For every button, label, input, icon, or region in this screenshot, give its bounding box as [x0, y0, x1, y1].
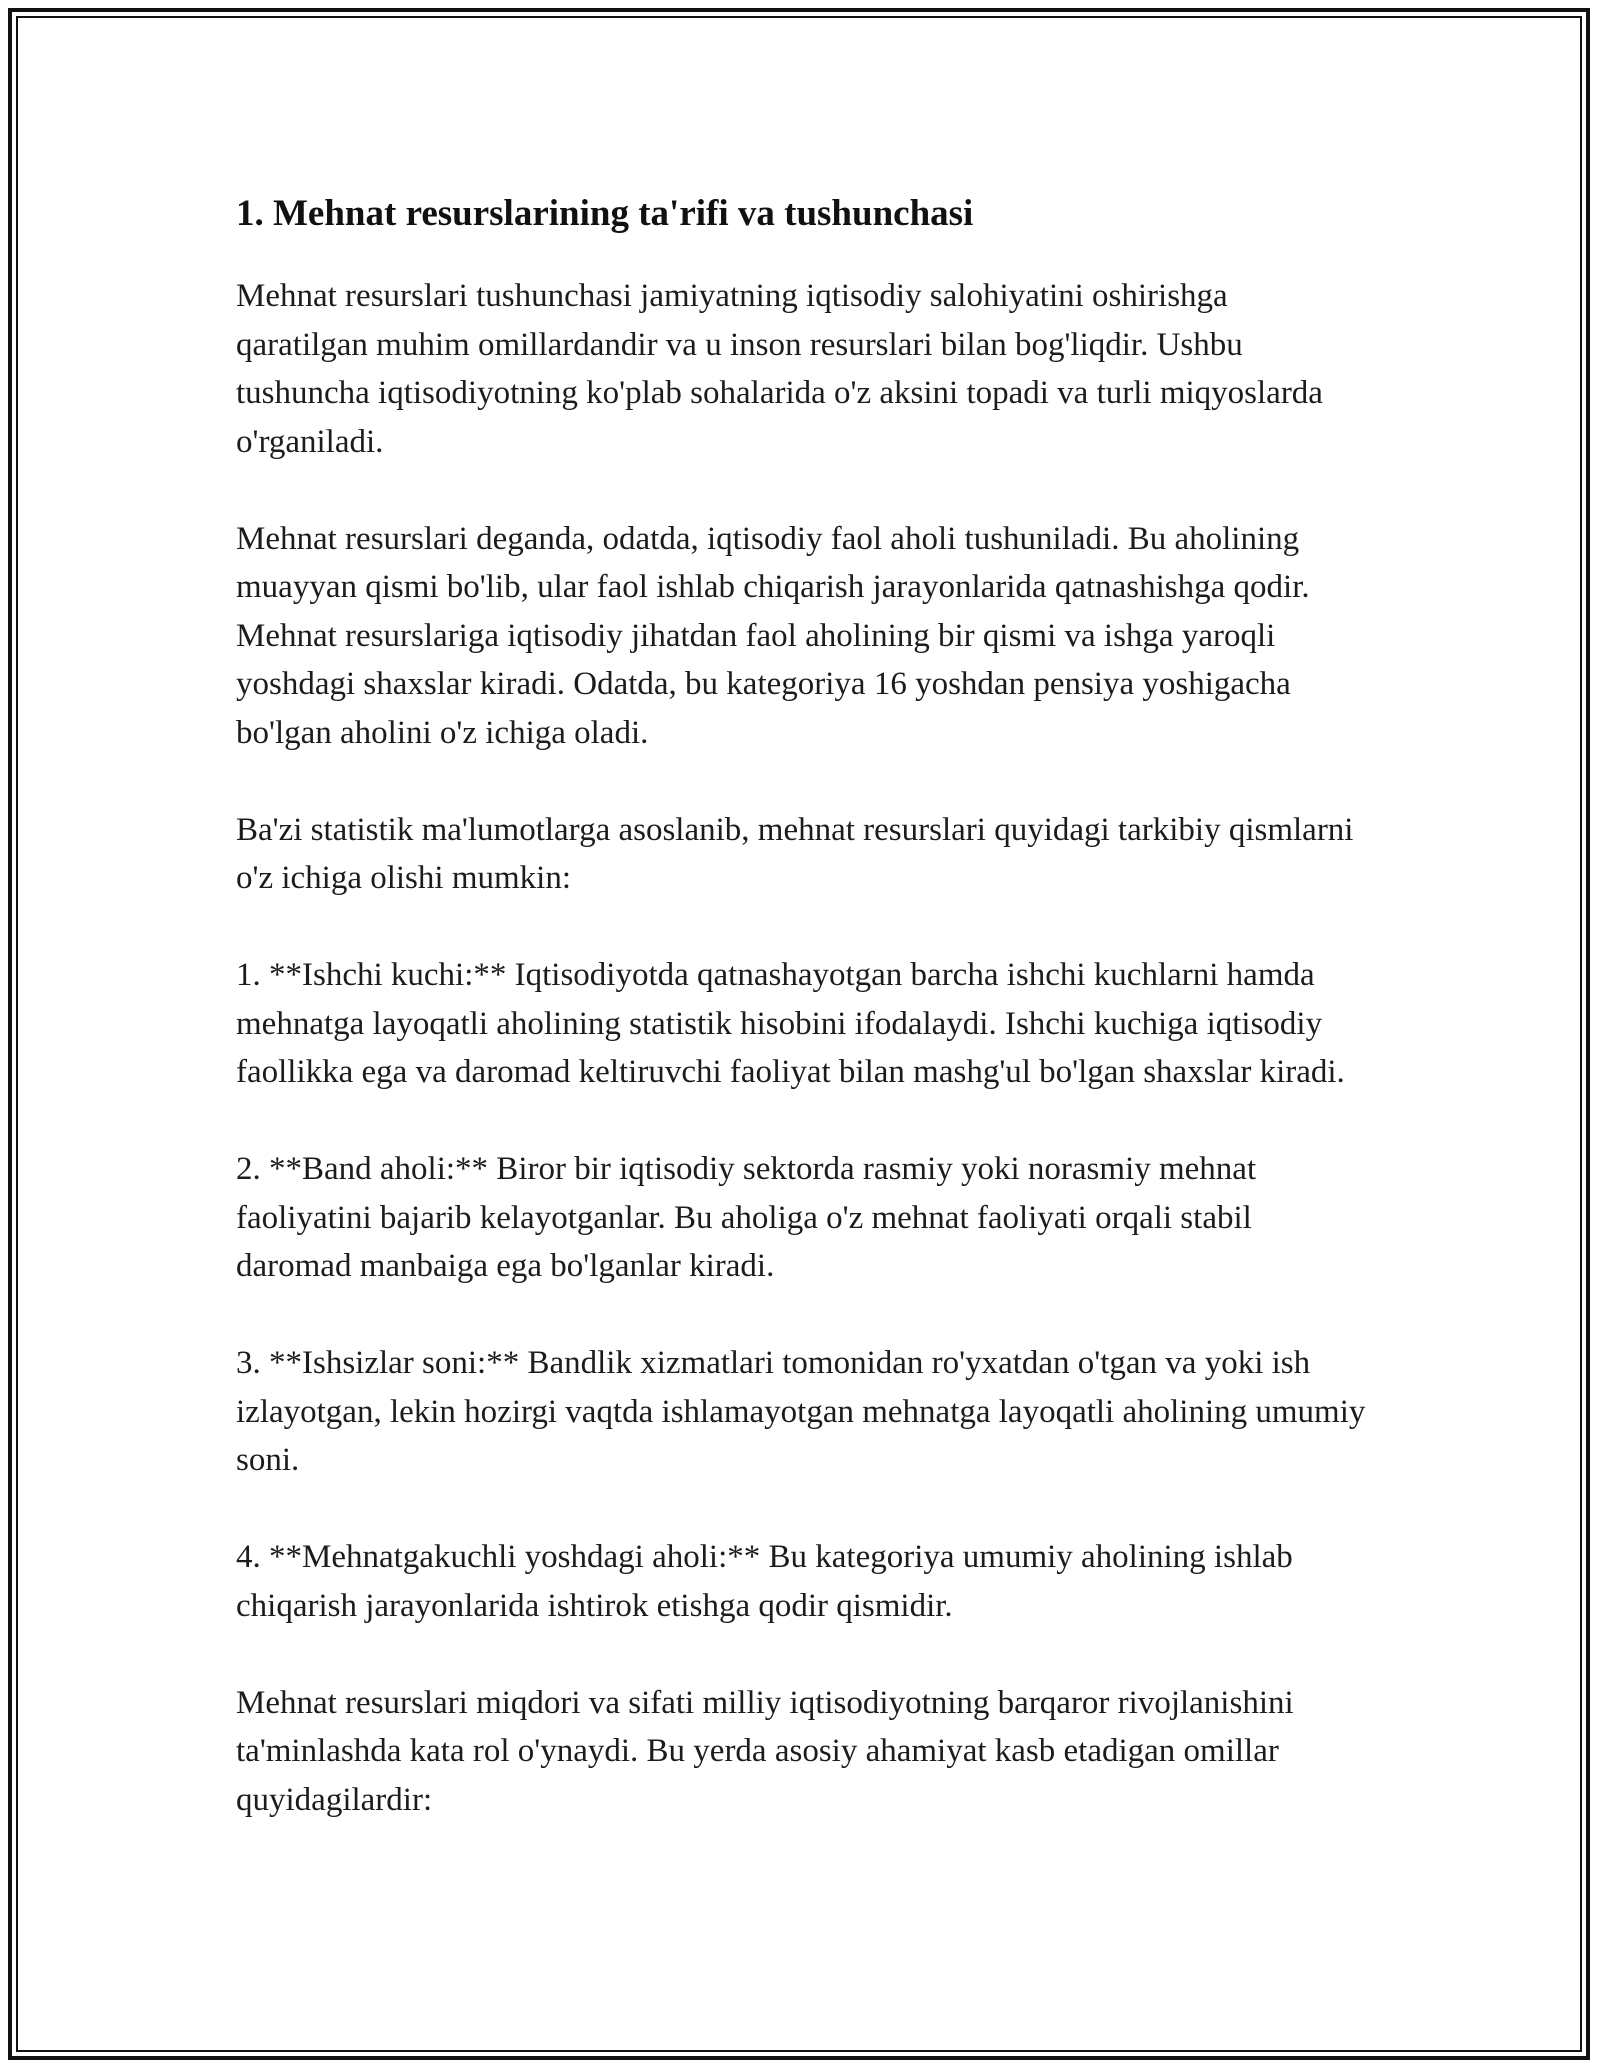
list-item-workforce: 1. **Ishchi kuchi:** Iqtisodiyotda qatnashayotgan barcha ishchi kuchlarni hamda mehnatga layoqatli aholining statistik hisobini ifodalaydi. Ishchi kuchiga iqtisodiy faollikka ega va daromad keltiruvchi faoliyat bilan mashg'ul bo'lgan shaxslar kiradi.: [236, 957, 1345, 1090]
paragraph-gap: [236, 466, 1366, 515]
paragraph-gap: [236, 1291, 1366, 1340]
list-item-working-age: 4. **Mehnatgakuchli yoshdagi aholi:** Bu kategoriya umumiy aholining ishlab chiqarish jarayonlarida ishtirok etishga qodir qismidir.: [236, 1539, 1293, 1624]
paragraph-gap: [236, 903, 1366, 952]
paragraph-gap: [236, 1630, 1366, 1679]
document-body: [236, 182, 1366, 1824]
paragraph-intro: Mehnat resurslari tushunchasi jamiyatning iqtisodiy salohiyatini oshirishga qaratilgan muhim omillardandir va u inson resurslari bilan bog'liqdir. Ushbu tushuncha iqtisodiyotning ko'plab sohalarida o'z aksini topadi va turli miqyoslarda o'rganiladi.: [236, 278, 1323, 460]
paragraph-gap: [236, 757, 1366, 806]
paragraph-conclusion: Mehnat resurslari miqdori va sifati milliy iqtisodiyotning barqaror rivojlanishini ta'minlashda kata rol o'ynaydi. Bu yerda asosiy ahamiyat kasb etadigan omillar quyidagilardir:: [236, 1684, 1294, 1818]
list-item-employed: 2. **Band aholi:** Biror bir iqtisodiy sektorda rasmiy yoki norasmiy mehnat faoliyatini bajarib kelayotganlar. Bu aholiga o'z mehnat faoliyati orqali stabil daromad manbaiga ega bo'lganlar kiradi.: [236, 1151, 1257, 1284]
paragraph-gap: [236, 1485, 1366, 1534]
paragraph-gap: [236, 1097, 1366, 1146]
section-heading: 1. Mehnat resurslarining ta'rifi va tushunchasi: [236, 193, 974, 234]
paragraph-definition: Mehnat resurslari deganda, odatda, iqtisodiy faol aholi tushuniladi. Bu aholining muayyan qismi bo'lib, ular faol ishlab chiqarish jarayonlarida qatnashishga qodir. Mehnat resurslariga iqtisodiy jihatdan faol aholining bir qismi va ishga yaroqli yoshdagi shaxslar kiradi. Odatda, bu kategoriya 16 yoshdan pensiya yoshigacha bo'lgan aholini o'z ichiga oladi.: [236, 520, 1310, 751]
paragraph-components-intro: Ba'zi statistik ma'lumotlarga asoslanib, mehnat resurslari quyidagi tarkibiy qismlarni o'z ichiga olishi mumkin:: [236, 811, 1354, 896]
list-item-unemployed: 3. **Ishsizlar soni:** Bandlik xizmatlari tomonidan ro'yxatdan o'tgan va yoki ish izlayotgan, lekin hozirgi vaqtda ishlamayotgan mehnatga layoqatli aholining umumiy soni.: [236, 1345, 1366, 1478]
